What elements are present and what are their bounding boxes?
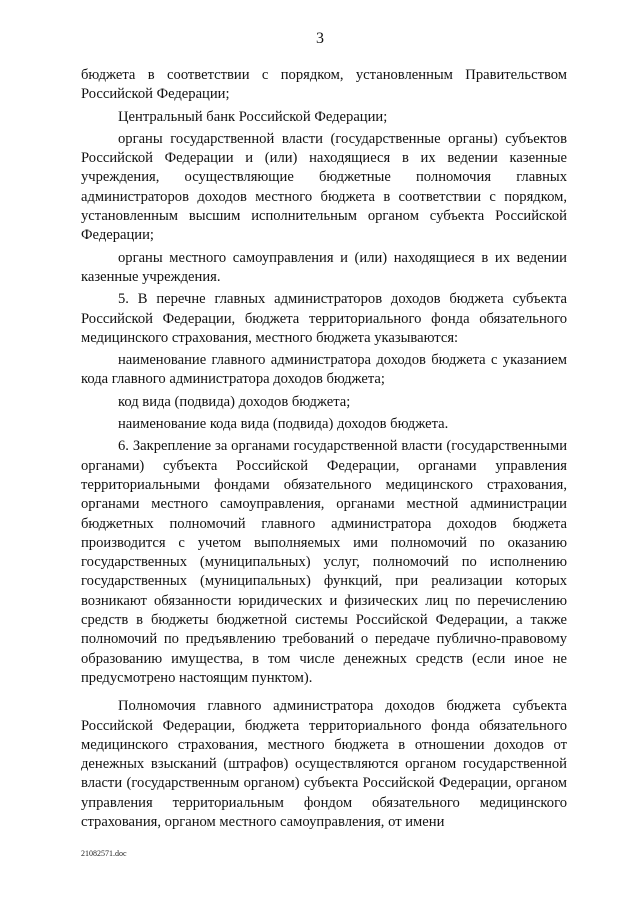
paragraph: 6. Закрепление за органами государственной власти (государственными органами) субъекта Российской Федерации, органами управления территориальными фондами обязательного медицинского страхования, органами местного самоуправления, органами местной администрации бюджетных полномочий главного администратора доходов бюджета производится с учетом выполняемых ими полномочий по оказанию государственных (муниципальных) услуг, полномочий по исполнению государственных (муниципальных) функций, при реализации которых возникают обязанности юридических и физических лиц по перечислению средств в бюджеты бюджетной системы Российской Федерации, а также полномочий по предъявлению требований о передаче публично-правовому образованию имущества, в том числе денежных средств (если иное не предусмотрено настоящим пунктом). [81,438,567,686]
paragraph: Полномочия главного администратора доходов бюджета субъекта Российской Федерации, бюджета территориального фонда обязательного медицинского страхования, местного бюджета в отношении доходов от денежных взысканий (штрафов) осуществляются органом государственной власти (государственным органом) субъекта Российской Федерации, органом управления территориальным фондом обязательного медицинского страхования, органом местного самоуправления, от имени [81,698,567,830]
paragraph: наименование кода вида (подвида) доходов бюджета. [118,416,449,433]
page-number: 3 [316,30,324,47]
paragraph: 5. В перечне главных администраторов доходов бюджета субъекта Российской Федерации, бюджета территориального фонда обязательного медицинского страхования, местного бюджета указываются: [81,291,567,346]
paragraph: бюджета в соответствии с порядком, установленным Правительством Российской Федерации; [81,67,567,103]
footer-document-code: 21082571.doc [81,849,127,858]
document-body [81,66,567,832]
paragraph: наименование главного администратора доходов бюджета с указанием кода главного администратора доходов бюджета; [81,352,567,388]
paragraph: Центральный банк Российской Федерации; [118,108,388,125]
paragraph: код вида (подвида) доходов бюджета; [118,393,351,410]
paragraph: органы государственной власти (государственные органы) субъектов Российской Федерации и (или) находящиеся в их ведении казенные учреждения, осуществляющие бюджетные полномочия главных администраторов доходов местного бюджета в соответствии с порядком, установленным высшим исполнительным органом субъекта Российской Федерации; [81,130,567,244]
paragraph: органы местного самоуправления и (или) находящиеся в их ведении казенные учреждения. [81,249,567,285]
